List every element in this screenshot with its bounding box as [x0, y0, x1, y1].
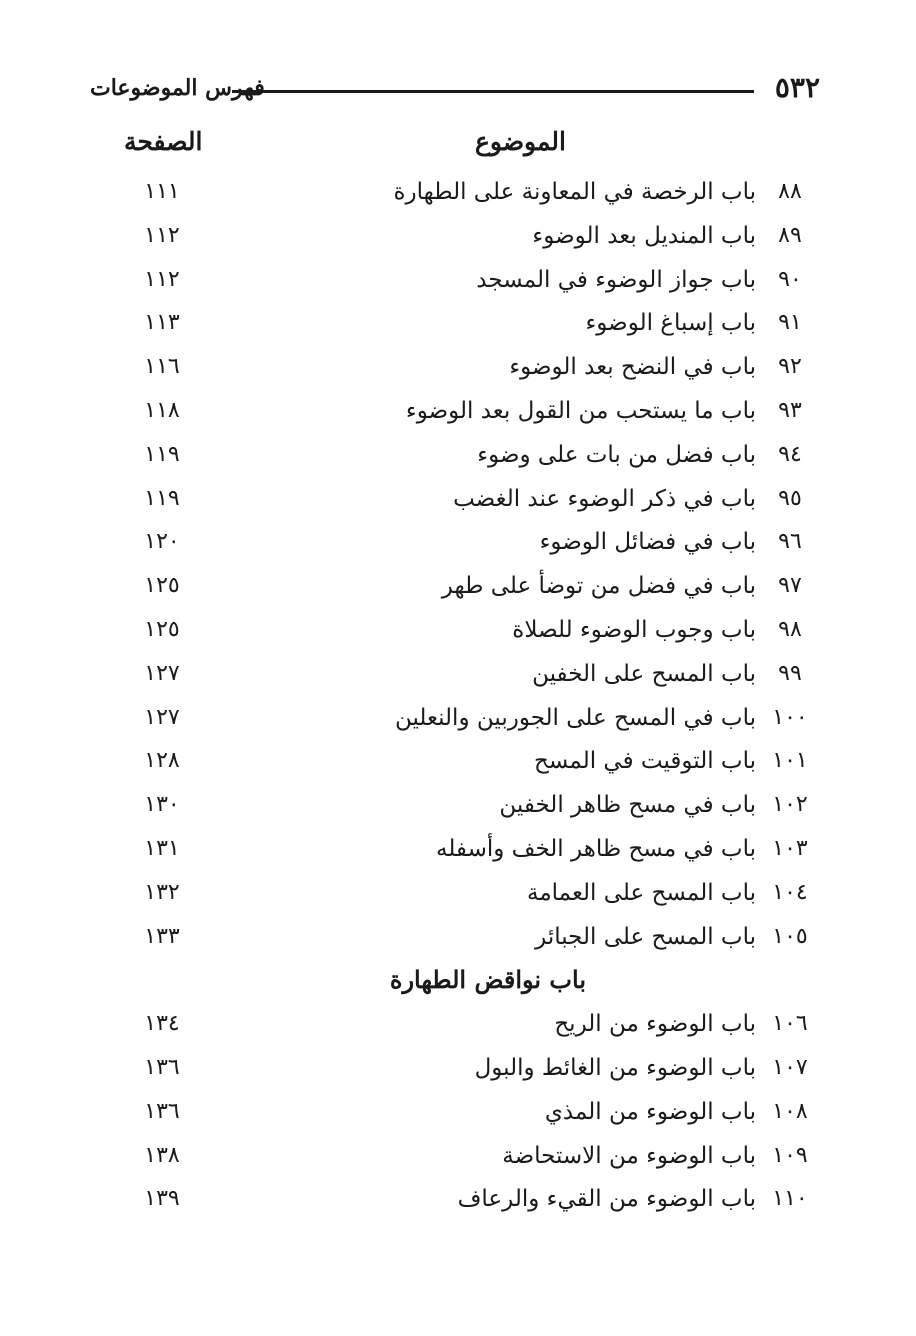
entry-page: ١٢٧ [144, 704, 180, 730]
toc-entry-107 [130, 1048, 810, 1092]
entry-title: باب الوضوء من الغائط والبول [474, 1054, 756, 1081]
entry-number: ٩٠ [778, 266, 802, 292]
entry-page: ١١٩ [144, 441, 180, 467]
toc-entry-109 [130, 1136, 810, 1180]
toc-entry-110 [130, 1179, 810, 1223]
entry-title: باب في مسح ظاهر الخف وأسفله [435, 835, 756, 862]
toc-entry-102 [130, 785, 810, 829]
entry-page: ١٢٧ [144, 660, 180, 686]
toc-entry-92 [130, 347, 810, 391]
toc-entry-88 [130, 172, 810, 216]
entry-page: ١١١ [144, 179, 180, 204]
toc-entry-100 [130, 698, 810, 742]
entry-page: ١٣١ [144, 835, 180, 861]
entry-title: باب التوقيت في المسح [534, 748, 756, 775]
toc-entry-90 [130, 260, 810, 304]
entry-page: ١٢٥ [144, 573, 180, 599]
page-number: ٥٣٢ [774, 71, 820, 104]
entry-page: ١٣٤ [144, 1011, 180, 1037]
toc-entry-97 [130, 566, 810, 610]
entry-title: باب في النضح بعد الوضوء [509, 354, 756, 381]
toc-entry-93 [130, 391, 810, 435]
entry-title: باب في فضائل الوضوء [539, 529, 756, 556]
toc-entry-101 [130, 741, 810, 785]
running-title: فهرس الموضوعات [90, 75, 265, 101]
entry-number: ١٠٥ [772, 923, 808, 949]
entry-number: ١٠١ [772, 748, 808, 774]
entry-number: ٩١ [778, 310, 802, 336]
entry-title: باب المنديل بعد الوضوء [532, 222, 756, 249]
entry-page: ١١٩ [144, 485, 180, 511]
toc-entry-89 [130, 216, 810, 260]
entry-title: باب إسباغ الوضوء [585, 310, 756, 337]
entry-number: ١١٠ [772, 1186, 808, 1212]
entry-number: ٩٨ [778, 616, 802, 642]
toc-entry-103 [130, 829, 810, 873]
toc-entry-108 [130, 1092, 810, 1136]
entry-title: باب الرخصة في المعاونة على الطهارة [393, 179, 756, 205]
entry-title: باب في فضل من توضأ على طهر [441, 573, 756, 600]
entry-page: ١١٣ [144, 310, 180, 336]
entry-number: ١٠٨ [772, 1098, 808, 1124]
section-heading-row [130, 960, 810, 1004]
topic-column-header: الموضوع [475, 127, 566, 156]
toc-entry-94 [130, 435, 810, 479]
toc-entry-98 [130, 610, 810, 654]
entry-page: ١٣٣ [144, 923, 180, 949]
table-of-contents [130, 172, 810, 1223]
running-head [90, 72, 820, 108]
entry-title: باب فضل من بات على وضوء [477, 441, 756, 468]
entry-title: باب الوضوء من الريح [554, 1011, 756, 1038]
entry-number: ٩٥ [778, 485, 802, 511]
entry-title: باب ما يستحب من القول بعد الوضوء [405, 397, 756, 424]
entry-number: ١٠٠ [772, 704, 808, 730]
entry-page: ١٢٠ [144, 529, 180, 555]
entry-page: ١٢٨ [144, 748, 180, 774]
entry-title: باب المسح على الخفين [532, 660, 756, 687]
entry-page: ١١٦ [144, 354, 180, 380]
entry-title: باب الوضوء من المذي [544, 1098, 756, 1125]
entry-number: ١٠٧ [772, 1054, 808, 1080]
entry-page: ١٢٥ [144, 616, 180, 642]
entry-page: ١٣٦ [144, 1054, 180, 1080]
entry-number: ٩٤ [778, 441, 802, 467]
entry-page: ١٣٢ [144, 879, 180, 905]
entry-title: باب وجوب الوضوء للصلاة [512, 616, 756, 643]
entry-page: ١٣٩ [144, 1186, 180, 1212]
entry-title: باب في المسح على الجوربين والنعلين [394, 704, 756, 731]
entry-number: ١٠٣ [772, 835, 808, 861]
entry-title: باب الوضوء من الاستحاضة [502, 1142, 756, 1169]
entry-title: باب الوضوء من القيء والرعاف [457, 1186, 756, 1213]
entry-title: باب في مسح ظاهر الخفين [499, 792, 756, 819]
page-column-header: الصفحة [124, 127, 203, 156]
entry-page: ١٣٠ [144, 792, 180, 818]
entry-page: ١١٢ [144, 266, 180, 292]
entry-title: باب المسح على العمامة [526, 879, 756, 906]
entry-number: ٨٩ [778, 222, 802, 248]
entry-page: ١١٨ [144, 397, 180, 423]
entry-number: ٩٢ [778, 354, 802, 380]
entry-page: ١٣٦ [144, 1098, 180, 1124]
entry-title: باب المسح على الجبائر [535, 923, 756, 950]
toc-entry-106 [130, 1004, 810, 1048]
entry-title: باب في ذكر الوضوء عند الغضب [453, 485, 756, 512]
entry-number: ٩٧ [778, 573, 802, 599]
entry-number: ١٠٢ [772, 792, 808, 818]
toc-entry-104 [130, 873, 810, 917]
entry-number: ٩٩ [778, 660, 802, 686]
toc-entry-95 [130, 479, 810, 523]
entry-number: ١٠٩ [772, 1142, 808, 1168]
header-rule [232, 90, 754, 93]
toc-entry-91 [130, 303, 810, 347]
toc-entry-96 [130, 522, 810, 566]
toc-entry-99 [130, 654, 810, 698]
entry-number: ٨٨ [778, 179, 802, 204]
entry-page: ١١٢ [144, 222, 180, 248]
entry-number: ١٠٤ [772, 879, 808, 905]
entry-title: باب جواز الوضوء في المسجد [476, 266, 756, 293]
entry-page: ١٣٨ [144, 1142, 180, 1168]
toc-entry-105 [130, 917, 810, 961]
entry-number: ٩٣ [778, 397, 802, 423]
entry-number: ١٠٦ [772, 1011, 808, 1037]
entry-number: ٩٦ [778, 529, 802, 555]
section-heading: باب نواقض الطهارة [389, 965, 586, 995]
